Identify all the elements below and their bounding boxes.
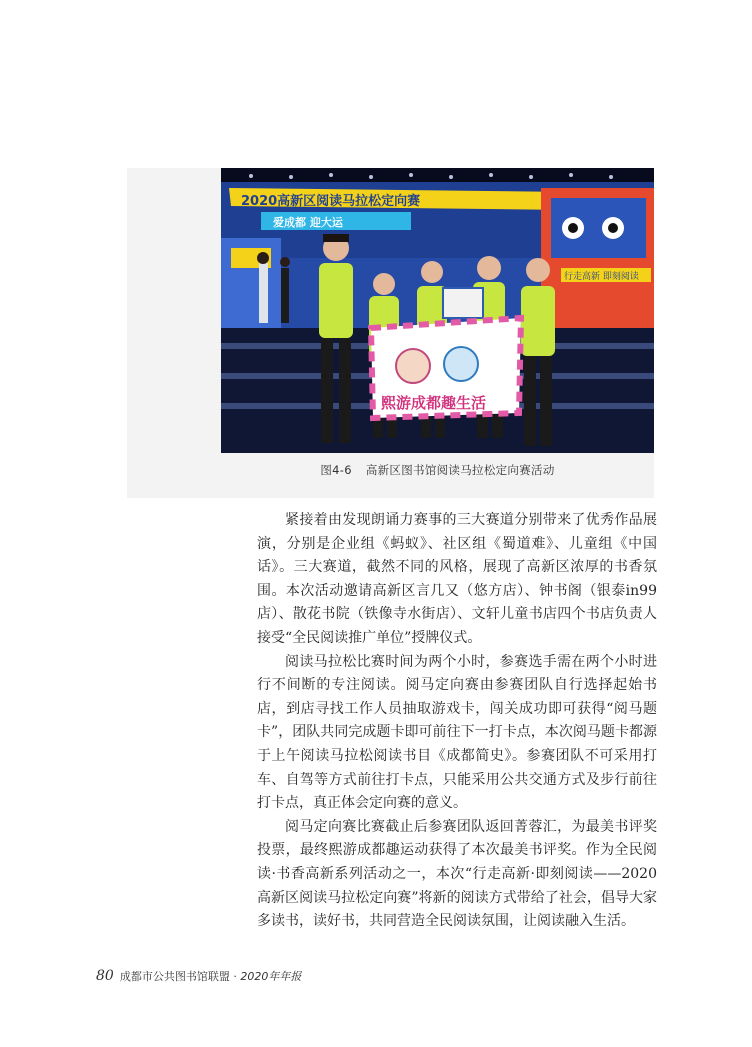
event-photo <box>221 168 654 453</box>
paragraph: 阅读马拉松比赛时间为两个小时，参赛选手需在两个小时进行不间断的专注阅读。阅马定向赛由参赛团队自行选择起始书店，到店寻找工作人员抽取游戏卡，闯关成功即可获得“阅马题卡”，团队共同完成题卡即可前往下一打卡点，本次阅马题卡都源于上午阅读马拉松阅读书目《成都简史》。参赛团队不可采用打车、自驾等方式前往打卡点，只能采用公共交通方式及步行前往打卡点，真正体会定向赛的意义。 <box>257 653 657 812</box>
banner-text: 2020高新区阅读马拉松定向赛 <box>241 194 421 209</box>
page-footer <box>96 968 301 984</box>
paragraph: 紧接着由发现朗诵力赛事的三大赛道分别带来了优秀作品展演，分别是企业组《蚂蚁》、社区组《蜀道难》、儿童组《中国话》。三大赛道，截然不同的风格，展现了高新区浓厚的书香氛围。本次活动邀请高新区言几又（悠方店）、钟书阁（银泰in99店）、散花书院（铁像寺水街店）、文轩儿童书店四个书店负责人接受“全民阅读推广单位”授牌仪式。 <box>257 512 657 646</box>
page-number: 80 <box>96 968 114 984</box>
report-year: 2020年年报 <box>240 970 302 983</box>
publication-name: 成都市公共图书馆联盟 · <box>119 970 241 983</box>
flag-text: 熙游成都趣生活 <box>381 394 487 412</box>
banner-subtitle: 爱成都 迎大运 <box>273 216 343 229</box>
figure-caption <box>221 462 654 478</box>
paragraph: 阅马定向赛比赛截止后参赛团队返回菁蓉汇，为最美书评奖投票，最终熙游成都趣运动获得了本次最美书评奖。作为全民阅读·书香高新系列活动之一，本次“行走高新·即刻阅读——2020高新区阅读马拉松定向赛”将新的阅读方式带给了社会，倡导大家多读书，读好书，共同营造全民阅读氛围，让阅读融入生活。 <box>257 818 657 930</box>
article-body <box>257 509 657 934</box>
side-sign-text: 行走高新 即刻阅读 <box>564 272 639 282</box>
figure-number: 图4-6 <box>320 463 352 477</box>
figure-title: 高新区图书馆阅读马拉松定向赛活动 <box>365 463 555 477</box>
